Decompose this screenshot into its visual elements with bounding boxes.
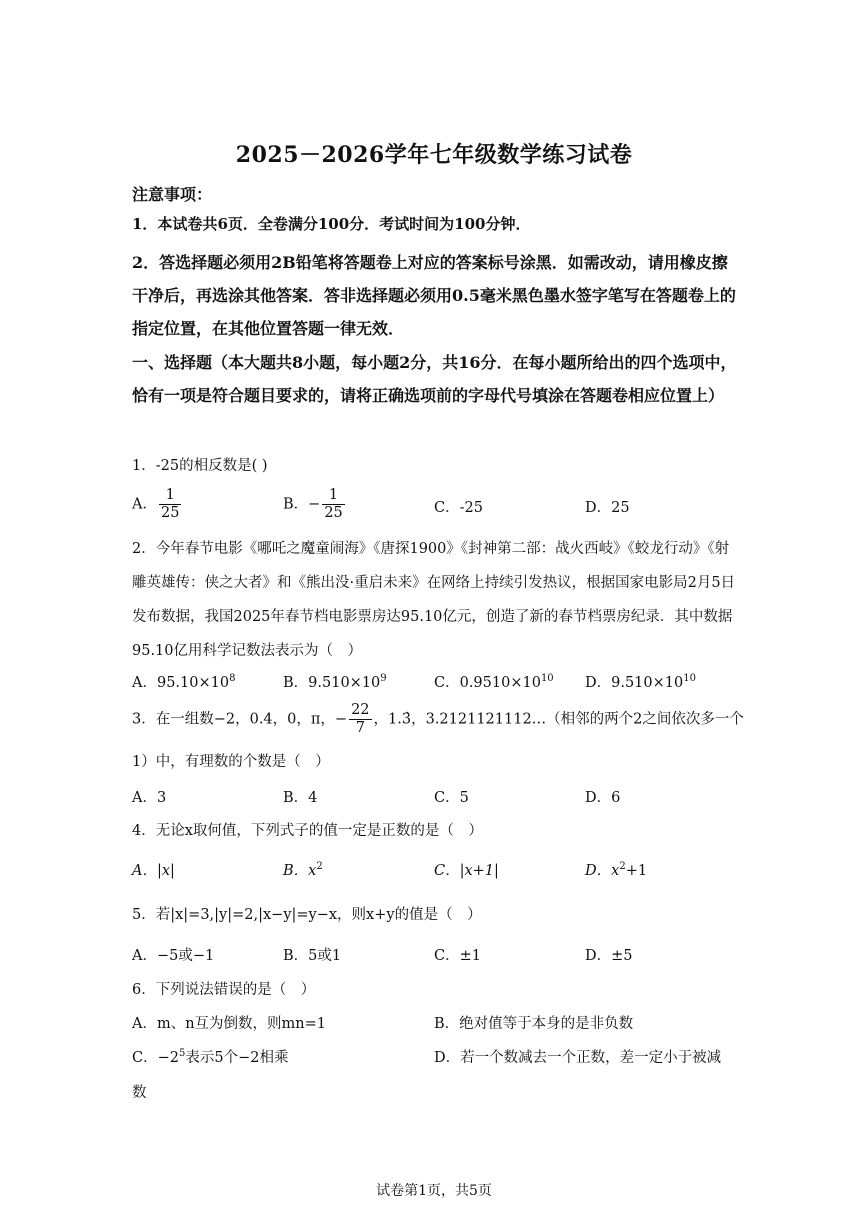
fraction: $\frac{1}{25}$ [160,487,180,521]
option-a: A．3 [132,790,167,806]
option-d: D．$x^2+1$ [585,861,648,879]
option-c: C．$-2^5$表示5个−2相乘 [132,1048,289,1066]
question-1-options [132,487,740,521]
notes-heading: 注意事项： [132,185,213,204]
option-d: D．±5 [585,948,633,964]
option-b: B．5或1 [283,948,342,964]
exam-title: 2025－2026学年七年级数学练习试卷 [235,142,633,168]
option-a: A．$95.10\times 10^8$ [132,673,236,691]
option-c: C．-25 [434,500,483,516]
question-5-stem: 5．若|x|=3,|y|=2,|x−y|=y−x，则x+y的值是（ ） [132,907,482,923]
option-b: B．4 [283,790,318,806]
question-2-options [132,671,740,701]
option-a: A．−5或−1 [132,948,215,964]
option-d: D．若一个数减去一个正数，差一定小于被减 [434,1050,722,1066]
question-2-stem: 2．今年春节电影《哪吒之魔童闹海》《唐探1900》《封神第二部：战火西岐》《蛟龙行动》《射雕英雄传：侠之大者》和《熊出没·重启未来》在网络上持续引发热议，根据国家电影局2月5日发布数据，我国2025年春节档电影票房达95.10亿元，创造了新的春节档票房纪录．其中数据95.10亿用科学记数法表示为（ ） [132,541,736,659]
option-c: C．$0.9510\times 10^{10}$ [434,673,554,691]
option-d: D．25 [585,500,630,516]
question-6-stem: 6．下列说法错误的是（ ） [132,982,316,998]
fraction: $\frac{22}{7}$ [351,702,370,736]
question-5-options [132,944,740,974]
question-3-stem-line2: 1）中，有理数的个数是（ ） [132,754,330,770]
option-c: C．±1 [434,948,481,964]
question-6-options-row2 [132,1046,740,1076]
option-b: B．− $\frac{1}{25}$ [283,487,343,521]
option-a: A．|x| [132,863,175,879]
page-footer: 试卷第1页，共5页 [376,1183,492,1199]
option-c: C．5 [434,790,469,806]
question-4-options [132,859,740,889]
notes-item-1: 1．本试卷共6页．全卷满分100分．考试时间为100分钟． [132,215,531,233]
option-c: C．|x+1| [434,863,499,879]
option-d-continuation: 数 [132,1085,147,1101]
question-6-options-row1 [132,1012,740,1042]
question-3-stem: 3．在一组数−2，0.4，0，π，− $\frac{22}{7}$ ，1.3̇，3.2121121112…（相邻的两个2之间依次多一个 [132,702,744,736]
section-1-heading: 一、选择题（本大题共8小题，每小题2分，共16分．在每小题所给出的四个选项中，恰有一项是符合题目要求的，请将正确选项前的字母代号填涂在答题卷相应位置上） [132,353,737,405]
option-a: A． $\frac{1}{25}$ [132,487,180,521]
option-d: D．6 [585,790,621,806]
question-4-stem: 4．无论x取何值，下列式子的值一定是正数的是（ ） [132,823,483,839]
option-d: D．$9.510\times 10^{10}$ [585,673,696,691]
question-1-stem: 1．-25的相反数是( ) [132,458,268,474]
option-b: B．绝对值等于本身的是非负数 [434,1016,634,1032]
option-a: A．m、n互为倒数，则mn=1 [132,1016,327,1032]
notes-item-2: 2．答选择题必须用2B铅笔将答题卷上对应的答案标号涂黑．如需改动，请用橡皮擦干净后，再选涂其他答案．答非选择题必须用0.5毫米黑色墨水签字笔写在答题卷上的指定位置，在其他位置答题一律无效． [132,253,736,338]
fraction: $\frac{1}{25}$ [324,487,343,521]
option-b: B．$9.510\times 10^9$ [283,673,387,691]
option-b: B．$x^2$ [283,861,323,879]
question-3-options [132,786,740,816]
